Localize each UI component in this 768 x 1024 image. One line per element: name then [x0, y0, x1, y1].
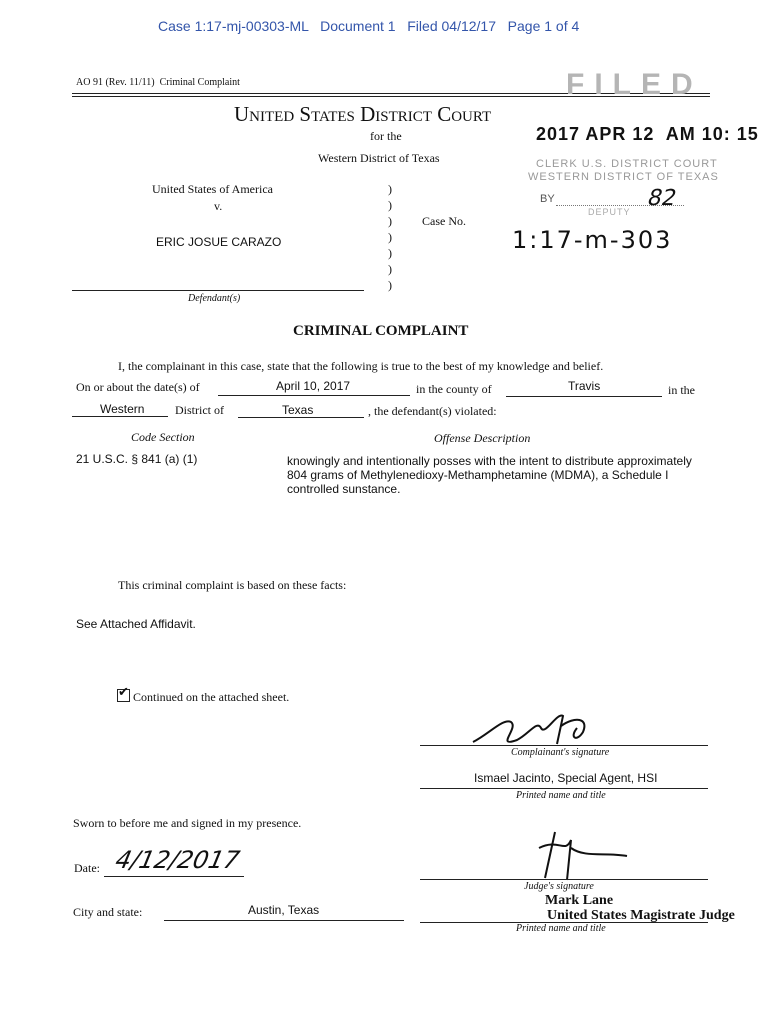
in-the: in the — [668, 383, 695, 397]
stamp-date: 2017 APR 12 AM 10: 15 — [536, 124, 759, 144]
complaint-title: CRIMINAL COMPLAINT — [293, 323, 469, 339]
complainant-name-rule — [420, 788, 708, 789]
sign-date-value: 4/12/2017 — [113, 846, 243, 874]
offense-description-line3: controlled sunstance. — [287, 482, 401, 496]
court-district: Western District of Texas — [318, 151, 440, 165]
versus: v. — [214, 199, 223, 213]
clerk-stamp-line1: CLERK U.S. DISTRICT COURT — [536, 158, 718, 170]
intro-statement: I, the complainant in this case, state that the following is true to the best of my knowledge and belief. — [118, 359, 604, 373]
plaintiff-name: United States of America — [152, 182, 273, 196]
case-no-label: Case No. — [422, 214, 466, 228]
district-rule — [72, 416, 168, 417]
state-value: Texas — [282, 403, 314, 417]
continued-checkbox[interactable] — [117, 685, 130, 702]
judge-printed-label: Printed name and title — [516, 923, 606, 934]
date-rule — [218, 395, 410, 396]
date-label: Date: — [74, 861, 100, 875]
deputy-initials: 82 — [644, 186, 680, 211]
district-value: Western — [100, 402, 145, 416]
by-label: BY — [540, 193, 555, 205]
county-prefix: in the county of — [416, 382, 492, 396]
state-rule — [238, 417, 364, 418]
clerk-stamp-line2: WESTERN DISTRICT OF TEXAS — [528, 171, 719, 183]
judge-name: Mark Lane — [545, 893, 614, 908]
offense-description-line2: 804 grams of Methylenedioxy-Methamphetamine (MDMA), a Schedule I — [287, 468, 669, 482]
date-prefix: On or about the date(s) of — [76, 380, 200, 394]
offense-header: Offense Description — [434, 431, 531, 445]
checkmark-icon: ✔ — [118, 685, 129, 700]
sign-date-rule — [104, 876, 244, 877]
complainant-sig-rule — [420, 745, 708, 746]
case-no-value: 1:17-m-303 — [512, 226, 673, 254]
complainant-sig-label: Complainant's signature — [511, 747, 610, 758]
judge-signature — [515, 818, 635, 888]
district-of: District of — [175, 403, 224, 417]
sworn-statement: Sworn to before me and signed in my presence. — [73, 816, 302, 830]
defendant-label: Defendant(s) — [188, 293, 241, 304]
deputy-label: DEPUTY — [588, 207, 631, 217]
case-header-line: Case 1:17-mj-00303-ML Document 1 Filed 04/12/17 Page 1 of 4 — [158, 18, 580, 34]
facts-intro: This criminal complaint is based on these facts: — [118, 578, 347, 592]
county-value: Travis — [568, 379, 601, 393]
code-section-header: Code Section — [131, 430, 195, 444]
filed-stamp: FILED — [566, 68, 703, 101]
county-rule — [506, 396, 662, 397]
complainant-name: Ismael Jacinto, Special Agent, HSI — [474, 771, 658, 785]
city-value: Austin, Texas — [248, 903, 320, 917]
defendant-name: ERIC JOSUE CARAZO — [156, 235, 282, 249]
judge-sig-label: Judge's signature — [524, 881, 594, 892]
judge-title: United States Magistrate Judge — [547, 908, 735, 923]
city-label: City and state: — [73, 905, 143, 919]
violated-text: , the defendant(s) violated: — [368, 404, 497, 418]
city-rule — [164, 920, 404, 921]
offense-date: April 10, 2017 — [276, 379, 351, 393]
judge-sig-rule — [420, 879, 708, 880]
court-name: United States District Court — [234, 102, 492, 126]
continued-label: Continued on the attached sheet. — [133, 690, 290, 704]
code-section: 21 U.S.C. § 841 (a) (1) — [76, 452, 198, 466]
form-id: AO 91 (Rev. 11/11) Criminal Complaint — [76, 77, 240, 88]
defendant-rule — [72, 290, 364, 291]
offense-description-line1: knowingly and intentionally posses with the intent to distribute approximately — [287, 454, 692, 468]
facts-value: See Attached Affidavit. — [76, 617, 196, 631]
complainant-printed-label: Printed name and title — [516, 790, 606, 801]
for-the: for the — [370, 129, 402, 143]
